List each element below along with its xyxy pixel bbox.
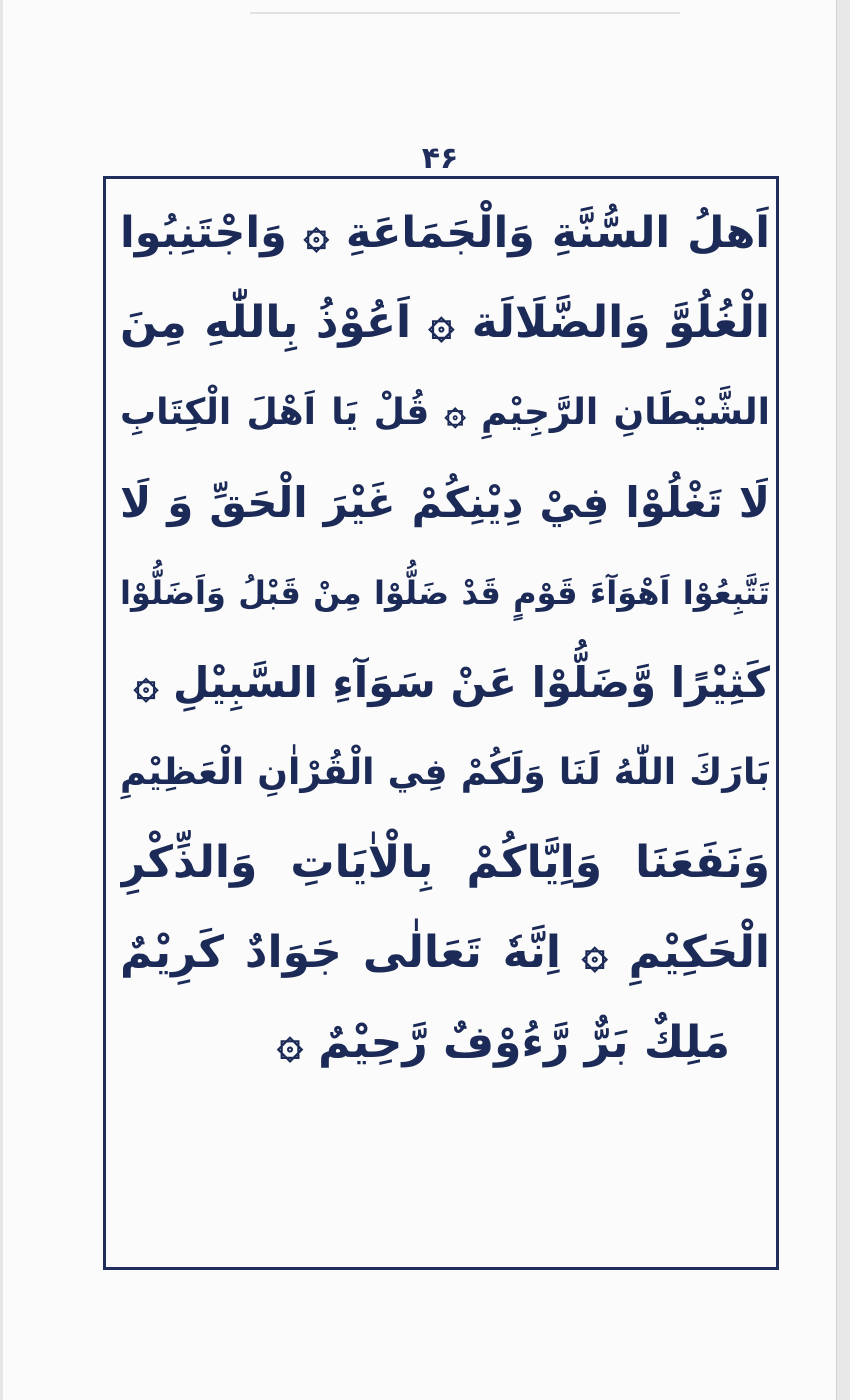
text-line: وَنَفَعَنَا وَاِيَّاكُمْ بِالْاٰيَاتِ وَالذِّكْرِ (120, 837, 770, 888)
text-line: اَهلُ السُّنَّةِ وَالْجَمَاعَةِ ۞ وَاجْتَنِبُوا (120, 208, 770, 258)
page-edge-top (250, 12, 680, 14)
text-line: الْغُلُوَّ وَالضَّلَالَة ۞ اَعُوْذُ بِاللّٰهِ مِنَ (120, 297, 770, 348)
text-line: بَارَكَ اللّٰهُ لَنَا وَلَكُمْ فِي الْقُرْاٰنِ الْعَظِيْمِ (120, 752, 770, 793)
text-block (120, 188, 770, 1088)
text-line: الشَّيْطَانِ الرَّجِيْمِ ۞ قُلْ يَا اَهْلَ الْكِتَابِ (120, 392, 770, 433)
page-edge-right (836, 0, 850, 1400)
page-number: ۴۶ (421, 141, 459, 176)
text-line: كَثِيْرًا وَّضَلُّوْا عَنْ سَوَآءِ السَّبِيْلِ ۞ (133, 658, 770, 707)
text-line: لَا تَغْلُوْا فِيْ دِيْنِكُمْ غَيْرَ الْحَقِّ وَ لَا (120, 478, 770, 527)
text-line: مَلِكٌ بَرٌّ رَّءُوْفٌ رَّحِيْمٌ ۞ (277, 1017, 730, 1068)
text-line: تَتَّبِعُوْا اَهْوَآءَ قَوْمٍ قَدْ ضَلُّوْا مِنْ قَبْلُ وَاَضَلُّوْا (120, 574, 770, 612)
text-line: الْحَكِيْمِ ۞ اِنَّهٗ تَعَالٰى جَوَادٌ كَرِيْمٌ (120, 927, 770, 978)
page-edge-left (0, 0, 3, 1400)
